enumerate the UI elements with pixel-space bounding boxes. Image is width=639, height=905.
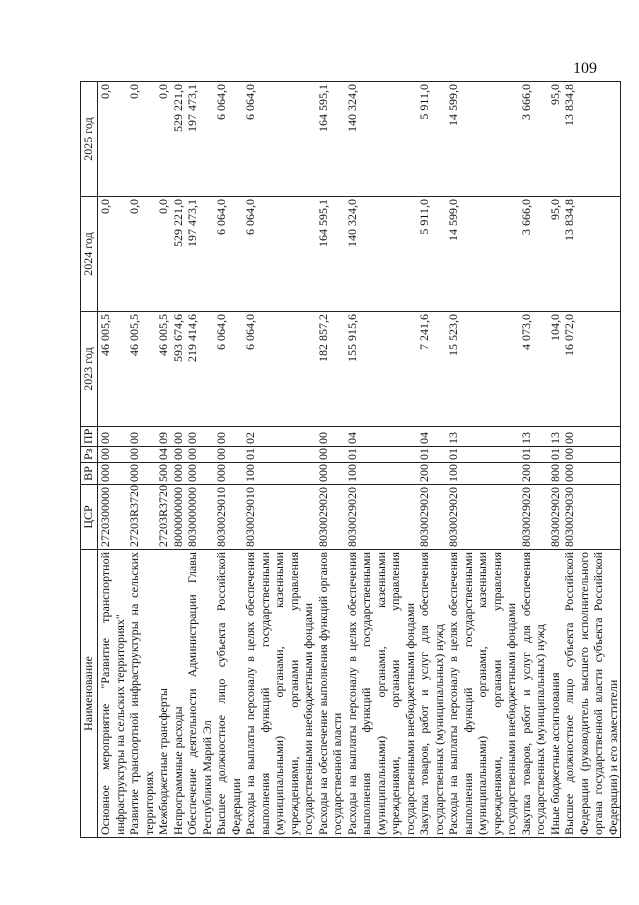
cell-name: Закупка товаров, работ и услуг для обеспечения государственных (муниципальных) нужд xyxy=(519,550,548,838)
cell-vr: 200 xyxy=(519,463,548,485)
cell-pr: 04 xyxy=(417,427,446,447)
table-row xyxy=(345,82,418,838)
cell-2024: 164 595,1 xyxy=(316,197,345,312)
table-row xyxy=(171,82,186,838)
cell-2024: 14 599,0 xyxy=(446,197,519,312)
cell-csr: 8030029020 xyxy=(446,485,519,550)
cell-csr: 8030029010 xyxy=(243,485,316,550)
cell-pr: 13 xyxy=(519,427,548,447)
cell-2025: 5 911,0 xyxy=(417,82,446,197)
cell-2023: 593 674,6 xyxy=(171,312,186,427)
cell-rz: 01 xyxy=(417,447,446,463)
cell-pr: 00 xyxy=(171,427,186,447)
cell-2024: 3 666,0 xyxy=(519,197,548,312)
cell-2024: 6 064,0 xyxy=(243,197,316,312)
cell-2023: 7 241,6 xyxy=(417,312,446,427)
cell-2025: 3 666,0 xyxy=(519,82,548,197)
header-2023: 2023 год xyxy=(81,312,98,427)
cell-2023: 46 005,5 xyxy=(156,312,171,427)
header-2024: 2024 год xyxy=(81,197,98,312)
cell-vr: 500 xyxy=(156,463,171,485)
cell-rz: 00 xyxy=(214,447,243,463)
cell-rz: 00 xyxy=(171,447,186,463)
cell-2023: 6 064,0 xyxy=(214,312,243,427)
cell-2024: 95,0 xyxy=(548,197,563,312)
cell-name: Обеспечение деятельности Администрации Главы Республики Марий Эл xyxy=(185,550,214,838)
cell-2025: 14 599,0 xyxy=(446,82,519,197)
table-row xyxy=(214,82,243,838)
cell-csr: 27203R3720 xyxy=(127,485,156,550)
table-row xyxy=(519,82,548,838)
cell-2025: 0,0 xyxy=(98,82,128,197)
table-row xyxy=(156,82,171,838)
cell-2025: 95,0 xyxy=(548,82,563,197)
cell-2023: 46 005,5 xyxy=(127,312,156,427)
cell-2024: 0,0 xyxy=(127,197,156,312)
cell-name: Иные бюджетные ассигнования xyxy=(548,550,563,838)
table-row xyxy=(446,82,519,838)
cell-csr: 8030029020 xyxy=(548,485,563,550)
table-row xyxy=(98,82,128,838)
cell-2025: 13 834,8 xyxy=(562,82,621,197)
cell-csr: 8030029020 xyxy=(345,485,418,550)
header-csr: ЦСР xyxy=(81,485,98,550)
cell-rz: 04 xyxy=(156,447,171,463)
cell-pr: 00 xyxy=(214,427,243,447)
cell-rz: 01 xyxy=(519,447,548,463)
cell-2024: 6 064,0 xyxy=(214,197,243,312)
cell-rz: 00 xyxy=(98,447,128,463)
cell-csr: 8030029020 xyxy=(316,485,345,550)
budget-table xyxy=(80,81,621,838)
cell-rz: 00 xyxy=(127,447,156,463)
cell-2023: 46 005,5 xyxy=(98,312,128,427)
cell-pr: 13 xyxy=(548,427,563,447)
cell-2024: 5 911,0 xyxy=(417,197,446,312)
cell-2023: 15 523,0 xyxy=(446,312,519,427)
cell-2025: 6 064,0 xyxy=(243,82,316,197)
cell-name: Закупка товаров, работ и услуг для обеспечения государственных (муниципальных) нужд xyxy=(417,550,446,838)
cell-csr: 8030000000 xyxy=(185,485,214,550)
cell-vr: 000 xyxy=(171,463,186,485)
table-row xyxy=(316,82,345,838)
header-2025: 2025 год xyxy=(81,82,98,197)
cell-2023: 6 064,0 xyxy=(243,312,316,427)
cell-name: Непрограммные расходы xyxy=(171,550,186,838)
cell-2025: 0,0 xyxy=(127,82,156,197)
cell-csr: 2720300000 xyxy=(98,485,128,550)
cell-2023: 16 072,0 xyxy=(562,312,621,427)
cell-name: Высшее должностное лицо субъекта Российской Федерации (руководитель высшего исполнительного органа государственной власти субъекта Российской Федерации) и его заместители xyxy=(562,550,621,838)
cell-vr: 800 xyxy=(548,463,563,485)
cell-pr: 13 xyxy=(446,427,519,447)
cell-2024: 140 324,0 xyxy=(345,197,418,312)
cell-csr: 8030029020 xyxy=(519,485,548,550)
cell-csr: 8000000000 xyxy=(171,485,186,550)
cell-2025: 164 595,1 xyxy=(316,82,345,197)
header-vr: ВР xyxy=(81,463,98,485)
cell-name: Расходы на выплаты персоналу в целях обеспечения выполнения функций государственными (муниципальными) органами, казенными учреждениями, органами управления государственными внебюджетными фондами xyxy=(446,550,519,838)
table-row xyxy=(127,82,156,838)
cell-name: Основное мероприятие "Развитие транспортной инфраструктуры на сельских территориях" xyxy=(98,550,128,838)
cell-2025: 140 324,0 xyxy=(345,82,418,197)
cell-name: Развитие транспортной инфраструктуры на сельских территориях xyxy=(127,550,156,838)
cell-vr: 100 xyxy=(446,463,519,485)
cell-2024: 13 834,8 xyxy=(562,197,621,312)
cell-csr: 8030029010 xyxy=(214,485,243,550)
cell-2023: 4 073,0 xyxy=(519,312,548,427)
cell-vr: 000 xyxy=(98,463,128,485)
table-row xyxy=(417,82,446,838)
cell-vr: 200 xyxy=(417,463,446,485)
cell-2025: 529 221,0 xyxy=(171,82,186,197)
cell-pr: 00 xyxy=(562,427,621,447)
cell-2025: 6 064,0 xyxy=(214,82,243,197)
table-row xyxy=(243,82,316,838)
cell-pr: 09 xyxy=(156,427,171,447)
table-row xyxy=(185,82,214,838)
cell-2024: 0,0 xyxy=(156,197,171,312)
cell-vr: 000 xyxy=(316,463,345,485)
header-rz: Рз xyxy=(81,447,98,463)
table-header-row xyxy=(81,82,98,838)
cell-rz: 00 xyxy=(185,447,214,463)
page-number: 109 xyxy=(573,60,597,77)
cell-vr: 000 xyxy=(185,463,214,485)
cell-rz: 00 xyxy=(316,447,345,463)
cell-pr: 00 xyxy=(127,427,156,447)
cell-csr: 8030029020 xyxy=(417,485,446,550)
cell-pr: 00 xyxy=(316,427,345,447)
cell-rz: 01 xyxy=(345,447,418,463)
header-name: Наименование xyxy=(81,550,98,838)
cell-2023: 155 915,6 xyxy=(345,312,418,427)
cell-rz: 01 xyxy=(548,447,563,463)
cell-2025: 0,0 xyxy=(156,82,171,197)
cell-vr: 000 xyxy=(562,463,621,485)
cell-csr: 8030029030 xyxy=(562,485,621,550)
table-row xyxy=(548,82,563,838)
cell-name: Расходы на выплаты персоналу в целях обеспечения выполнения функций государственными (муниципальными) органами, казенными учреждениями, органами управления государственными внебюджетными фондами xyxy=(243,550,316,838)
cell-2025: 197 473,1 xyxy=(185,82,214,197)
cell-name: Расходы на обеспечение выполнения функций органов государственной власти xyxy=(316,550,345,838)
cell-name: Расходы на выплаты персоналу в целях обеспечения выполнения функций государственными (муниципальными) органами, казенными учреждениями, органами управления государственными внебюджетными фондами xyxy=(345,550,418,838)
cell-rz: 00 xyxy=(562,447,621,463)
cell-vr: 000 xyxy=(214,463,243,485)
cell-2023: 219 414,6 xyxy=(185,312,214,427)
cell-pr: 00 xyxy=(185,427,214,447)
cell-name: Межбюджетные трансферты xyxy=(156,550,171,838)
cell-2024: 529 221,0 xyxy=(171,197,186,312)
cell-pr: 02 xyxy=(243,427,316,447)
header-pr: ПР xyxy=(81,427,98,447)
cell-vr: 100 xyxy=(345,463,418,485)
rotated-table-container xyxy=(80,83,620,838)
cell-vr: 100 xyxy=(243,463,316,485)
cell-rz: 01 xyxy=(446,447,519,463)
cell-name: Высшее должностное лицо субъекта Российской Федерации xyxy=(214,550,243,838)
cell-csr: 27203R3720 xyxy=(156,485,171,550)
cell-pr: 00 xyxy=(98,427,128,447)
cell-2024: 197 473,1 xyxy=(185,197,214,312)
cell-vr: 000 xyxy=(127,463,156,485)
cell-2023: 182 857,2 xyxy=(316,312,345,427)
cell-pr: 04 xyxy=(345,427,418,447)
table-row xyxy=(562,82,621,838)
cell-rz: 01 xyxy=(243,447,316,463)
cell-2024: 0,0 xyxy=(98,197,128,312)
cell-2023: 104,0 xyxy=(548,312,563,427)
